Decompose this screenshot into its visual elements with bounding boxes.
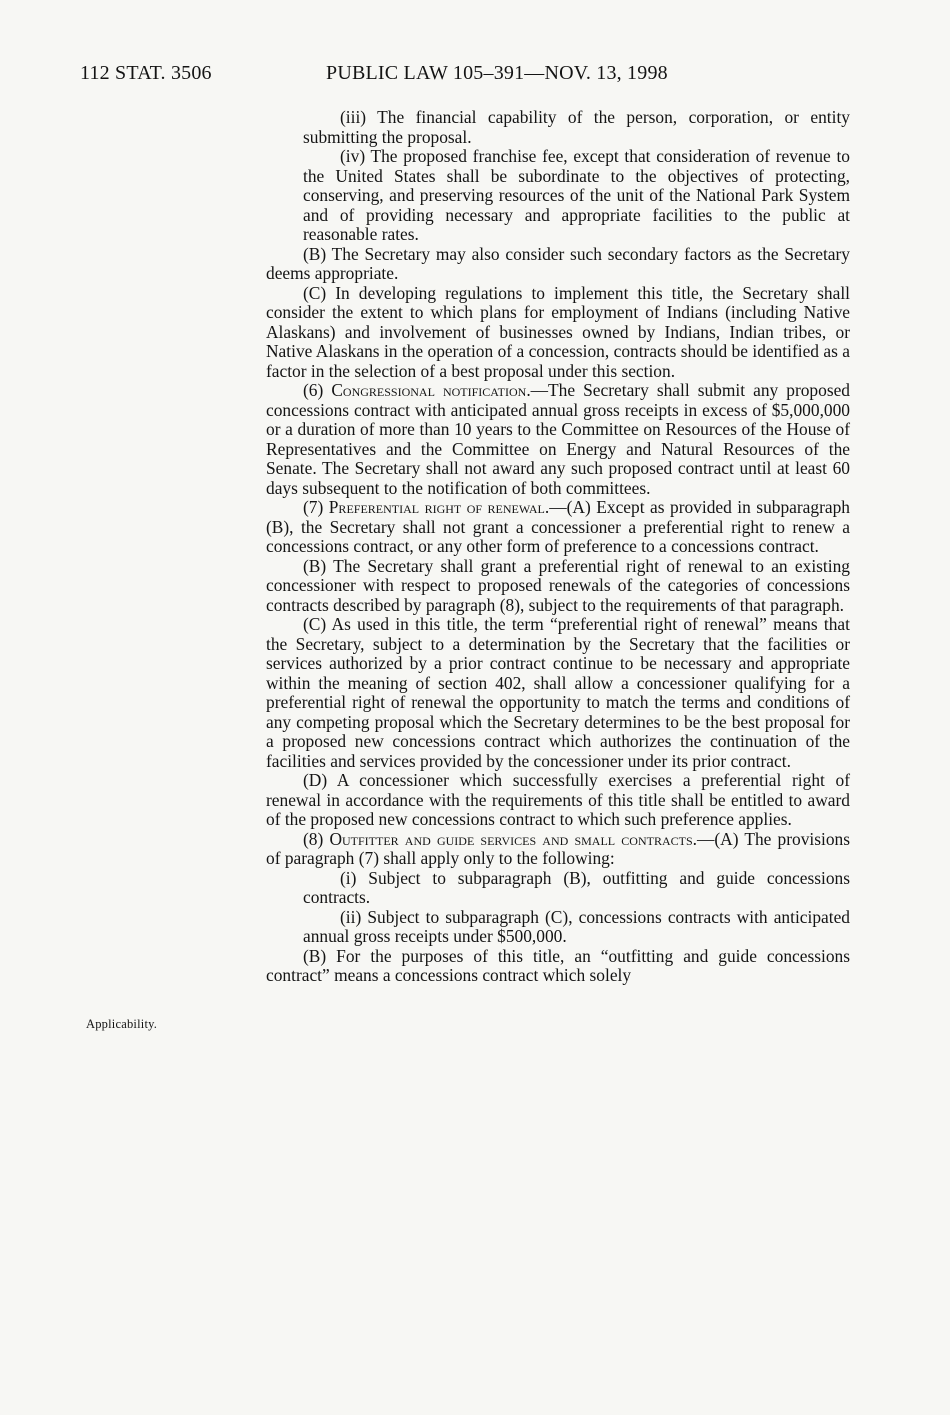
paragraph-7b: (B) The Secretary shall grant a preferential right of renewal to an existing concessioner with respect to proposed renewals of the categories of concessions contracts described by paragraph (8), subject to the requirements of that paragraph. bbox=[266, 555, 850, 615]
paragraph-8a-i: (i) Subject to subparagraph (B), outfitting and guide concessions contracts. bbox=[303, 867, 850, 907]
paragraph-6-number: (6) bbox=[303, 380, 332, 400]
paragraph-5c: (C) In developing regulations to implement this title, the Secretary shall consider the extent to which plans for employment of Indians (including Native Alaskans) and involvement of businesses owned by Indians, Indian tribes, or Native Alaskans in the operation of a concession, contracts should be identified as a factor in the selection of a best proposal under this section. bbox=[266, 282, 850, 381]
margin-note-applicability: Applicability. bbox=[86, 1017, 158, 1031]
paragraph-8-text: .—(A) The provisions of paragraph (7) shall apply only to the following: bbox=[266, 828, 850, 868]
paragraph-5b: (B) The Secretary may also consider such secondary factors as the Secretary deems appropriate. bbox=[266, 243, 850, 283]
paragraph-7-number: (7) bbox=[303, 497, 329, 517]
document-body bbox=[266, 108, 850, 986]
paragraph-iv: (iv) The proposed franchise fee, except that consideration of revenue to the United States shall be subordinate to the objectives of protecting, conserving, and preserving resources of the unit of the National Park System and of providing necessary and appropriate facilities to the public at reasonable rates. bbox=[303, 146, 850, 244]
paragraph-8-number: (8) bbox=[303, 828, 330, 849]
paragraph-7-text: .—(A) Except as provided in subparagraph (B), the Secretary shall not grant a concessioner a preferential right to renew a concessions contract, or any other form of preference to a concessions contract. bbox=[266, 497, 850, 556]
paragraph-8a-ii: (ii) Subject to subparagraph (C), concessions contracts with anticipated annual gross receipts under $500,000. bbox=[303, 906, 850, 946]
law-title: PUBLIC LAW 105–391—NOV. 13, 1998 bbox=[326, 62, 668, 84]
paragraph-7c: (C) As used in this title, the term “preferential right of renewal” means that the Secretary, subject to a determination by the Secretary that the facilities or services authorized by a prior contract continue to be necessary and appropriate within the meaning of section 402, shall allow a concessioner qualifying for a preferential right of renewal the opportunity to match the terms and conditions of any competing proposal which the Secretary determines to be the best proposal for a proposed new concessions contract which authorizes the continuation of the facilities and services provided by the concessioner under its prior contract. bbox=[266, 614, 850, 771]
paragraph-6 bbox=[266, 381, 850, 498]
paragraph-iii: (iii) The financial capability of the person, corporation, or entity submitting the proposal. bbox=[303, 107, 850, 147]
paragraph-8 bbox=[266, 830, 850, 869]
paragraph-6-text: .—The Secretary shall submit any proposed concessions contract with anticipated annual gross receipts in excess of $5,000,000 or a duration of more than 10 years to the Committee on Resources of the House of Representatives and the Committee on Energy and Natural Resources of the Senate. The Secretary shall not award any such proposed contract until at least 60 days subsequent to the notification of both committees. bbox=[266, 380, 851, 498]
paragraph-8b: (B) For the purposes of this title, an “outfitting and guide concessions contract” means a concessions contract which solely bbox=[266, 945, 850, 985]
paragraph-8-heading: Outfitter and guide services and small contracts bbox=[329, 828, 693, 849]
page-reference: 112 STAT. 3506 bbox=[80, 62, 212, 84]
paragraph-7 bbox=[266, 498, 850, 557]
paragraph-6-heading: Congressional notification bbox=[331, 380, 527, 400]
paragraph-7d: (D) A concessioner which successfully exercises a preferential right of renewal in accordance with the requirements of this title shall be entitled to award of the proposed new concessions contract to which such preference applies. bbox=[266, 770, 850, 829]
paragraph-7-heading: Preferential right of renewal bbox=[328, 497, 545, 517]
